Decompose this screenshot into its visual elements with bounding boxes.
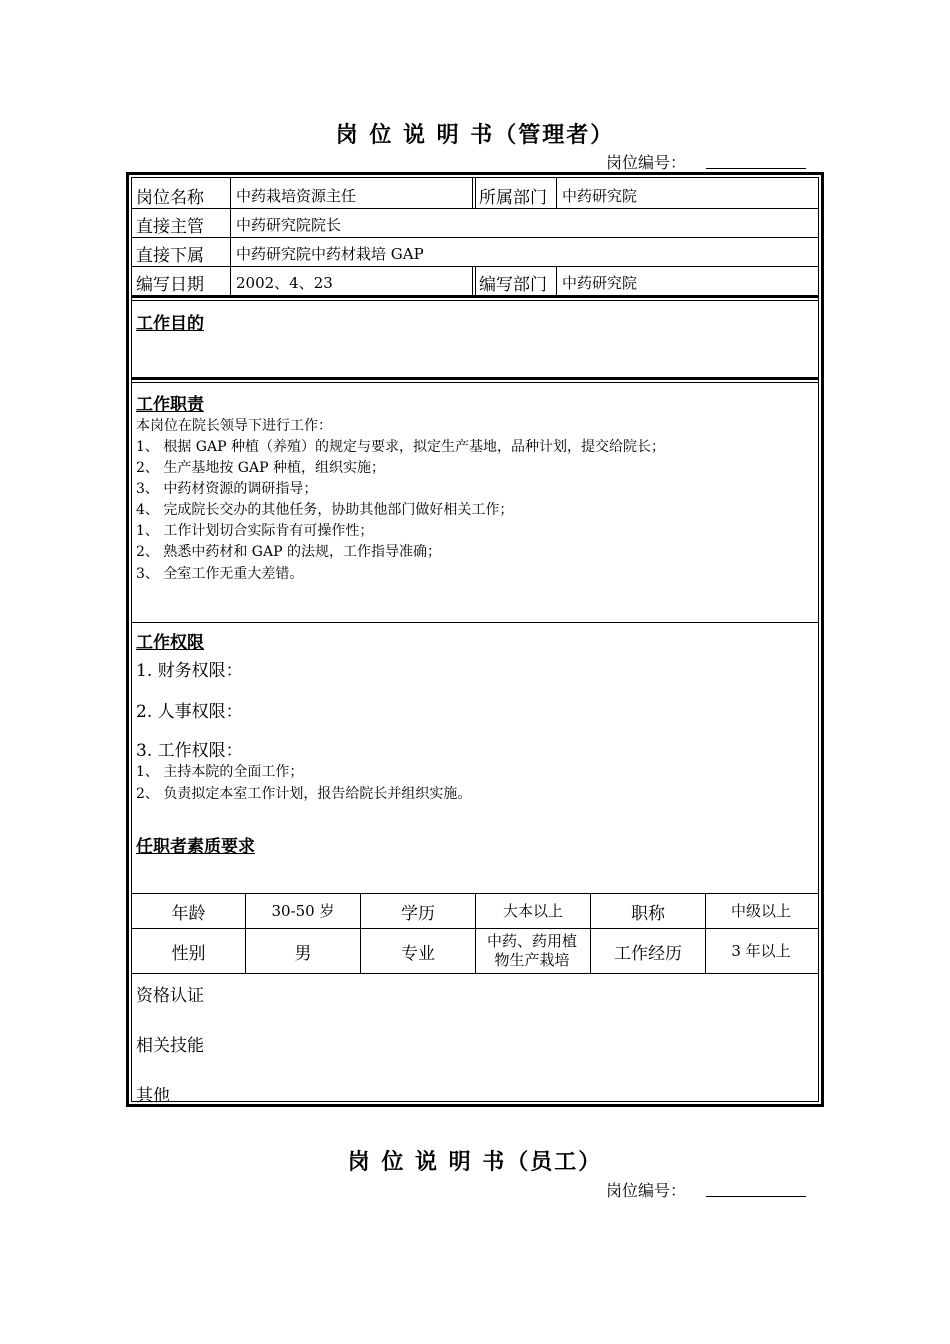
duty-line: 2、 熟悉中药材和 GAP 的法规，工作指导准确； xyxy=(136,544,441,560)
job-number-label: 岗位编号： xyxy=(606,1181,687,1200)
authority-section-title: 工作权限 xyxy=(136,633,204,653)
duties-section-title: 工作职责 xyxy=(136,395,204,415)
experience-value: 3 年以上 xyxy=(731,941,791,960)
qualification-section-title: 任职者素质要求 xyxy=(136,837,255,857)
job-number-blank-line xyxy=(706,1196,806,1197)
page-title-manager: 岗 位 说 明 书（管理者） xyxy=(335,122,615,148)
duty-line: 本岗位在院长领导下进行工作： xyxy=(136,418,332,434)
job-number-manager xyxy=(606,150,686,173)
job-description-table xyxy=(131,177,819,1106)
major-value: 中药、药用植物生产栽培 xyxy=(486,932,577,969)
education-value: 大本以上 xyxy=(502,901,563,920)
job-number-blank-line xyxy=(706,168,806,169)
author-dept-value: 中药研究院 xyxy=(562,274,638,292)
experience-label: 工作经历 xyxy=(614,943,682,964)
duty-line: 4、 完成院长交办的其他任务，协助其他部门做好相关工作； xyxy=(136,502,514,518)
supervisor-label: 直接主管 xyxy=(136,217,204,237)
title-value: 中级以上 xyxy=(730,901,791,920)
position-name-value: 中药栽培资源主任 xyxy=(236,187,357,205)
work-authority-line: 2、 负责拟定本室工作计划，报告给院长并组织实施。 xyxy=(136,786,472,802)
major-label: 专业 xyxy=(401,943,435,964)
skills-label: 相关技能 xyxy=(136,1036,204,1056)
authority-item-work: 3. 工作权限： xyxy=(136,741,243,761)
age-label: 年龄 xyxy=(171,903,206,924)
work-authority-line: 1、 主持本院的全面工作； xyxy=(136,764,304,780)
title-label: 职称 xyxy=(631,903,665,924)
job-number-label: 岗位编号： xyxy=(606,153,687,172)
date-label: 编写日期 xyxy=(136,275,204,295)
gender-value: 男 xyxy=(294,943,312,964)
duty-line: 3、 全室工作无重大差错。 xyxy=(136,566,304,582)
supervisor-value: 中药研究院院长 xyxy=(236,216,342,234)
dept-value: 中药研究院 xyxy=(562,187,638,205)
date-value: 2002、4、23 xyxy=(236,274,333,292)
subordinate-value: 中药研究院中药材栽培 GAP xyxy=(236,245,424,263)
job-description-frame xyxy=(126,172,824,1107)
author-dept-label: 编写部门 xyxy=(479,275,547,295)
duty-line: 1、 工作计划切合实际肯有可操作性； xyxy=(136,523,374,539)
purpose-section-title: 工作目的 xyxy=(136,314,204,334)
authority-item-personnel: 2. 人事权限： xyxy=(136,702,243,722)
page-title-employee: 岗 位 说 明 书（员工） xyxy=(347,1149,603,1175)
job-number-employee xyxy=(606,1178,686,1201)
duty-line: 2、 生产基地按 GAP 种植，组织实施； xyxy=(136,460,385,476)
subordinate-label: 直接下属 xyxy=(136,246,204,266)
cert-label: 资格认证 xyxy=(136,986,204,1006)
dept-label: 所属部门 xyxy=(479,188,547,208)
position-name-label: 岗位名称 xyxy=(136,188,204,208)
education-label: 学历 xyxy=(401,903,435,924)
other-label: 其他 xyxy=(136,1086,170,1106)
age-value: 30-50 岁 xyxy=(271,901,335,920)
gender-label: 性别 xyxy=(171,943,206,964)
duty-line: 3、 中药材资源的调研指导； xyxy=(136,481,318,497)
duty-line: 1、 根据 GAP 种植（养殖）的规定与要求，拟定生产基地，品种计划，提交给院长； xyxy=(136,439,665,455)
authority-item-finance: 1. 财务权限： xyxy=(136,661,243,681)
